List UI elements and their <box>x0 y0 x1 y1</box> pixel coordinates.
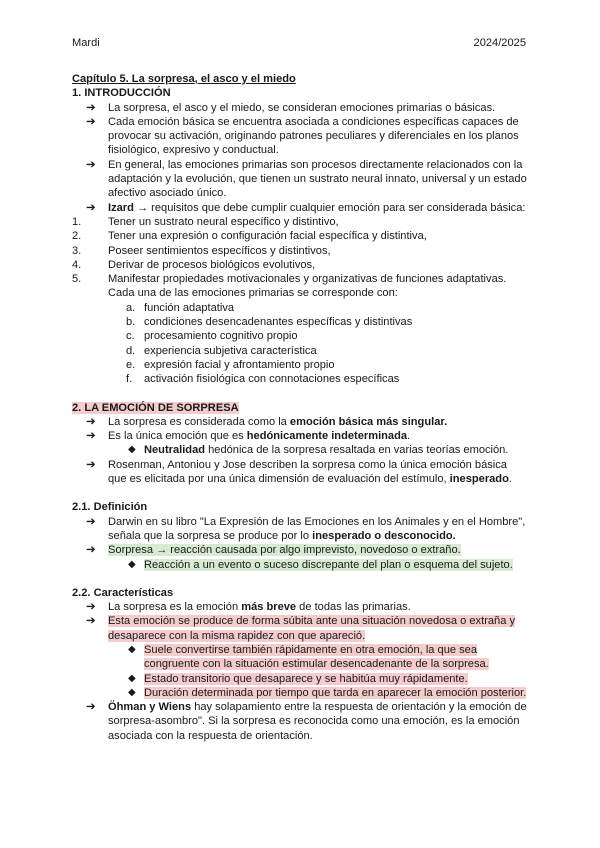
item-text: Manifestar propiedades motivacionales y organizativas de funciones adaptativas. <box>108 273 507 286</box>
subsection-heading-definicion: 2.1. Definición <box>72 501 148 514</box>
bold-term: inesperado <box>449 473 509 486</box>
bullet-item <box>72 115 528 158</box>
diamond-bullet-icon: ◆ <box>128 558 136 570</box>
bullet-item <box>72 600 528 614</box>
section-heading-sorpresa <box>72 401 528 415</box>
bullet-item-highlighted <box>72 543 528 557</box>
lettered-item <box>72 301 528 315</box>
bullet-text: hedónica de la sorpresa resaltada en varias teorías emoción. <box>205 444 509 457</box>
document-body <box>72 72 528 743</box>
lettered-item <box>72 329 528 343</box>
arrow-bullet-icon: ➔ <box>86 430 96 443</box>
bullet-text: → requisitos que debe cumplir cualquier emoción para ser considerada básica: <box>133 201 526 214</box>
bullet-item-highlighted <box>72 614 528 643</box>
arrow-bullet-icon: ➔ <box>86 601 96 614</box>
arrow-bullet-icon: ➔ <box>86 201 96 214</box>
bullet-text: La sorpresa es la emoción <box>108 601 242 614</box>
item-letter: a. <box>126 301 136 314</box>
bullet-item <box>72 700 528 743</box>
item-number: 4. <box>72 258 82 271</box>
bullet-item <box>72 429 528 443</box>
arrow-bullet-icon: ➔ <box>86 415 96 428</box>
arrow-bullet-icon: ➔ <box>86 458 96 471</box>
lettered-item <box>72 344 528 358</box>
bold-term: más breve <box>241 601 297 614</box>
chapter-title: Capítulo 5. La sorpresa, el asco y el miedo <box>72 73 296 85</box>
diamond-bullet-icon: ◆ <box>128 686 136 698</box>
bullet-item <box>72 158 528 201</box>
numbered-item <box>72 272 528 286</box>
arrow-bullet-icon: ➔ <box>86 701 96 714</box>
highlighted-text: Duración determinada por tiempo que tarda en aparecer la emoción posterior. <box>144 686 527 699</box>
item-letter: b. <box>126 316 136 329</box>
arrow-bullet-icon: ➔ <box>86 158 96 171</box>
diamond-bullet-icon: ◆ <box>128 444 136 456</box>
arrow-bullet-icon: ➔ <box>86 115 96 128</box>
sub-bullet-item-highlighted <box>72 672 528 686</box>
lettered-item <box>72 372 528 386</box>
numbered-item <box>72 215 528 229</box>
header-author: Mardi <box>72 37 100 49</box>
numbered-item <box>72 229 528 243</box>
lettered-item <box>72 315 528 329</box>
bold-term: hedónicamente indeterminada <box>246 430 408 443</box>
item-letter: f. <box>126 373 133 386</box>
bullet-item <box>72 515 528 544</box>
item-number: 1. <box>72 215 82 228</box>
bullet-text: La sorpresa es considerada como la <box>108 415 290 428</box>
subsection-heading-caracteristicas: 2.2. Características <box>72 586 174 599</box>
highlighted-text: Reacción a un evento o suceso discrepante del plan o esquema del sujeto. <box>144 558 513 571</box>
bold-term: emoción básica más singular. <box>289 415 448 428</box>
author-name: Izard <box>108 201 134 214</box>
bullet-text-end: . <box>508 473 512 486</box>
bold-term: Neutralidad <box>144 444 206 457</box>
bullet-item <box>72 415 528 429</box>
item-letter: c. <box>126 330 135 343</box>
highlighted-text: Suele convertirse también rápidamente en otra emoción, la que sea congruente con la situación estimular desencadenante de la sorpresa. <box>144 643 489 671</box>
arrow-bullet-icon: ➔ <box>86 544 96 557</box>
highlighted-heading: 2. LA EMOCIÓN DE SORPRESA <box>72 401 239 414</box>
arrow-bullet-icon: ➔ <box>86 101 96 114</box>
author-name: Öhman y Wiens <box>108 701 192 714</box>
bullet-text-end: . <box>407 430 411 443</box>
item-text: Tener una expresión o configuración facial específica y distintiva, <box>108 230 427 243</box>
item-text: expresión facial y afrontamiento propio <box>144 358 335 371</box>
item-letter: e. <box>126 358 136 371</box>
item-text: activación fisiológica con connotaciones específicas <box>144 373 400 386</box>
bullet-item <box>72 101 528 115</box>
item-number: 5. <box>72 273 82 286</box>
section-heading-introduccion: 1. INTRODUCCIÓN <box>72 87 171 100</box>
sub-bullet-item-highlighted <box>72 643 528 672</box>
continuation-text: Cada una de las emociones primarias se corresponde con: <box>108 287 398 300</box>
highlighted-text: Estado transitorio que desaparece y se habitúa muy rápidamente. <box>144 672 468 685</box>
bullet-item-izard <box>72 201 528 215</box>
item-number: 3. <box>72 244 82 257</box>
bullet-text-end: de todas las primarias. <box>296 601 411 614</box>
item-text: Poseer sentimientos específicos y distintivos, <box>108 244 331 257</box>
bold-term: inesperado o desconocido. <box>312 529 456 542</box>
bullet-text: Es la única emoción que es <box>108 430 247 443</box>
item-text: Tener un sustrato neural específico y distintivo, <box>108 215 339 228</box>
sub-bullet-item-highlighted <box>72 686 528 700</box>
highlighted-text: Esta emoción se produce de forma súbita ante una situación novedosa o extraña y desaparece con la misma rapidez con que apareció. <box>108 615 516 642</box>
bullet-text: Darwin en su libro "La Expresión de las Emociones en los Animales y en el Hombre", señala que la sorpresa se produce por lo <box>108 515 526 542</box>
bullet-text: En general, las emociones primarias son procesos directamente relacionados con la adaptación y la evolución, que tienen un sustrato neural innato, universal y un estado afectivo asociado único. <box>108 158 527 200</box>
bullet-text: Cada emoción básica se encuentra asociada a condiciones específicas capaces de provocar su activación, originando patrones peculiares y diferenciales en los planos fisiológico, expresivo y conductual. <box>108 115 519 157</box>
lettered-item <box>72 358 528 372</box>
highlighted-text: Sorpresa → reacción causada por algo imprevisto, novedoso o extraño. <box>108 544 461 557</box>
numbered-item <box>72 258 528 272</box>
item-letter: d. <box>126 344 136 357</box>
item-number: 2. <box>72 230 82 243</box>
bullet-text: Rosenman, Antoniou y Jose describen la sorpresa como la única emoción básica que es elicitada por una única dimensión de evaluación del estímulo, <box>108 458 507 486</box>
item-text: procesamiento cognitivo propio <box>144 330 298 343</box>
item-text: experiencia subjetiva característica <box>144 344 317 357</box>
header-year: 2024/2025 <box>473 37 526 49</box>
numbered-item <box>72 244 528 258</box>
arrow-bullet-icon: ➔ <box>86 515 96 528</box>
item-text: Derivar de procesos biológicos evolutivos, <box>108 258 316 271</box>
arrow-bullet-icon: ➔ <box>86 615 96 628</box>
bullet-text: La sorpresa, el asco y el miedo, se consideran emociones primarias o básicas. <box>108 101 496 114</box>
diamond-bullet-icon: ◆ <box>128 643 136 655</box>
item-text: función adaptativa <box>144 301 235 314</box>
sub-bullet-item <box>72 443 528 457</box>
bullet-item <box>72 458 528 487</box>
bullet-text: hay solapamiento entre la respuesta de orientación y la emoción de sorpresa-asombro". Si la sorpresa es reconocida como una emoción, es la emoción asociada con la respuesta de orientación. <box>108 701 527 742</box>
sub-bullet-item-highlighted <box>72 558 528 572</box>
item-text: condiciones desencadenantes específicas y distintivas <box>144 316 413 329</box>
diamond-bullet-icon: ◆ <box>128 672 136 684</box>
